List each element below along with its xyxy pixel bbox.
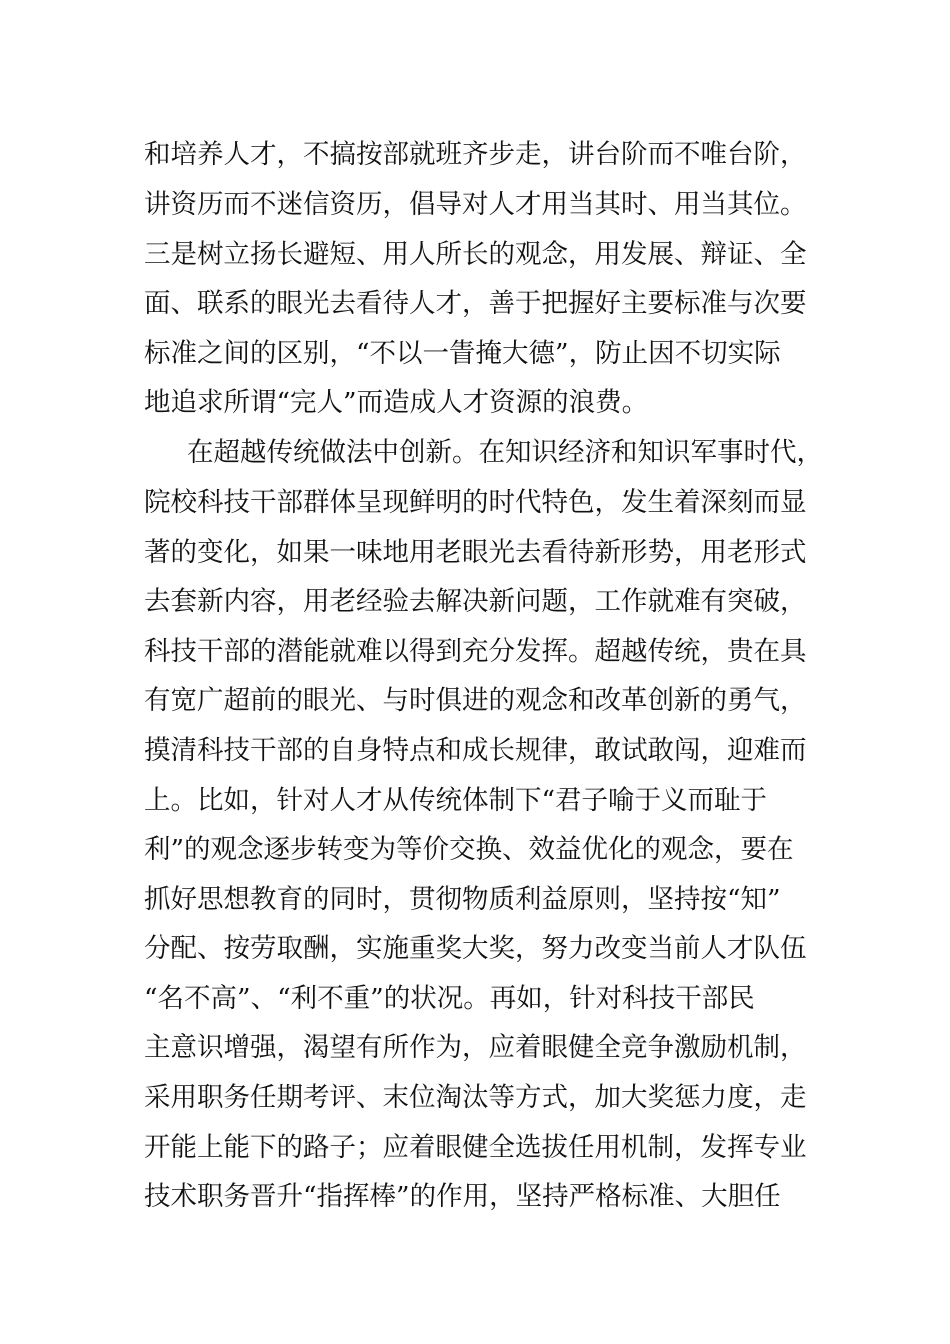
text-line: 摸清科技干部的自身特点和成长规律，敢试敢闯，迎难而 bbox=[144, 735, 807, 766]
text-line: 上。比如，针对人才从传统体制下“君子喻于义而耻于 bbox=[144, 785, 768, 816]
text-line: 主意识增强，渴望有所作为，应着眼健全竞争激励机制， bbox=[144, 1032, 807, 1063]
text-line: 科技干部的潜能就难以得到充分发挥。超越传统，贵在具 bbox=[144, 636, 807, 667]
text-line: 著的变化，如果一味地用老眼光去看待新形势，用老形式 bbox=[144, 537, 807, 568]
text-line: 抓好思想教育的同时，贯彻物质利益原则，坚持按“知” bbox=[144, 884, 781, 915]
text-line: 有宽广超前的眼光、与时俱进的观念和改革创新的勇气， bbox=[144, 685, 807, 716]
text-line: 分配、按劳取酬，实施重奖大奖，努力改变当前人才队伍 bbox=[144, 933, 807, 964]
text-line: 采用职务任期考评、末位淘汰等方式，加大奖惩力度，走 bbox=[144, 1082, 807, 1113]
paragraph-first-line: 在超越传统做法中创新。在知识经济和知识军事时代， bbox=[187, 437, 823, 468]
text-line: 和培养人才，不搞按部就班齐步走，讲台阶而不唯台阶， bbox=[144, 139, 807, 170]
text-line: 标准之间的区别，“不以一眚掩大德”，防止因不切实际 bbox=[144, 338, 781, 369]
text-line: 三是树立扬长避短、用人所长的观念，用发展、辩证、全 bbox=[144, 239, 807, 270]
text-line: 面、联系的眼光去看待人才，善于把握好主要标准与次要 bbox=[144, 288, 807, 319]
text-line: 开能上能下的路子；应着眼健全选拔任用机制，发挥专业 bbox=[144, 1132, 807, 1163]
text-line: “名不高”、“利不重”的状况。再如，针对科技干部民 bbox=[144, 983, 755, 1014]
text-line: 去套新内容，用老经验去解决新问题，工作就难有突破， bbox=[144, 586, 807, 617]
text-line: 利”的观念逐步转变为等价交换、效益优化的观念，要在 bbox=[144, 834, 794, 865]
text-line: 技术职务晋升“指挥棒”的作用，坚持严格标准、大胆任 bbox=[144, 1181, 781, 1212]
text-line: 地追求所谓“完人”而造成人才资源的浪费。 bbox=[144, 387, 649, 418]
text-line: 院校科技干部群体呈现鲜明的时代特色，发生着深刻而显 bbox=[144, 487, 807, 518]
text-line: 讲资历而不迷信资历，倡导对人才用当其时、用当其位。 bbox=[144, 189, 807, 220]
